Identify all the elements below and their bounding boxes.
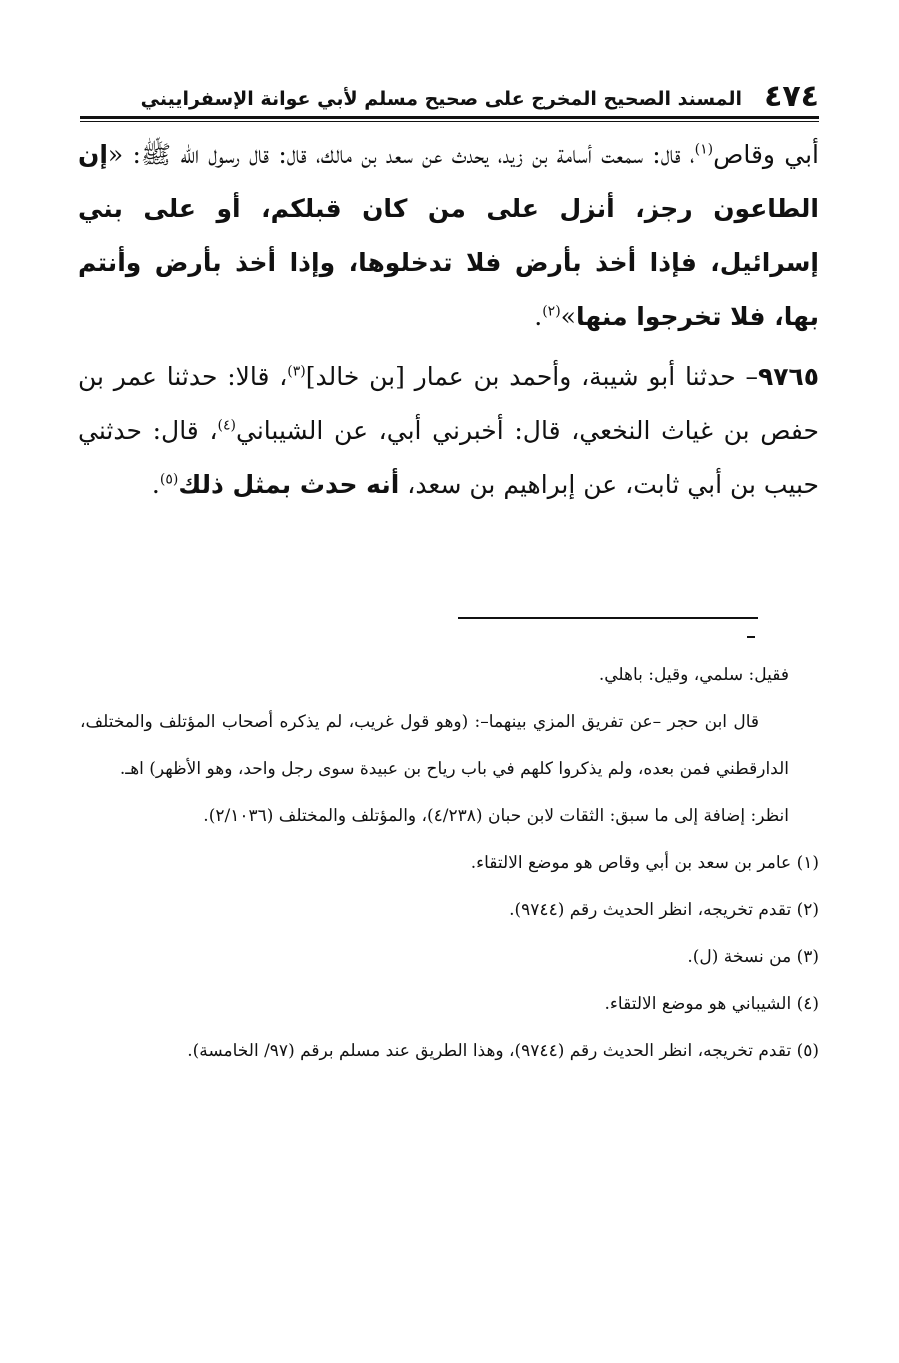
continuation-mark bbox=[747, 636, 755, 638]
text-segment: . bbox=[151, 470, 160, 499]
text-segment: ، قالا: حدثنا عمر بن حفص بن غياث النخعي، قال: أخبرني أبي، عن الشيباني bbox=[78, 362, 819, 445]
paragraph-hadith-9765 bbox=[78, 350, 819, 512]
hadith-matn: أنه حدث بمثل ذلك bbox=[178, 470, 400, 499]
page-header bbox=[80, 74, 819, 114]
main-text bbox=[78, 128, 819, 512]
hadith-number: ٩٧٦٥ bbox=[757, 362, 819, 391]
text-segment: – حدثنا أبو شيبة، وأحمد بن عمار [بن خالد] bbox=[305, 362, 758, 391]
footnote-continuation-2: قال ابن حجر –عن تفريق المزي بينهما–: (وهو قول غريب، لم يذكره أصحاب المؤتلف والمختلف، الدارقطني فمن بعده، ولم يذكروا كلهم في باب رياح بن عبيدة سوى رجل واحد، وهو الأظهر) اهـ. bbox=[80, 712, 789, 779]
footnote-continuation-1: فقيل: سلمي، وقيل: باهلي. bbox=[598, 665, 789, 685]
footnote-5: (٥) تقدم تخريجه، انظر الحديث رقم (٩٧٤٤)، وهذا الطريق عند مسلم برقم (٩٧/ الخامسة). bbox=[187, 1041, 819, 1061]
header-rule-thin bbox=[80, 121, 819, 122]
paragraph-hadith-continuation bbox=[78, 128, 819, 344]
footnote-4: (٤) الشيباني هو موضع الالتقاء. bbox=[604, 994, 819, 1014]
footnote-ref-3[interactable]: (٣) bbox=[287, 363, 306, 380]
running-title: المسند الصحيح المخرج على صحيح مسلم لأبي عوانة الإسفراييني bbox=[140, 88, 743, 110]
footnote-1: (١) عامر بن سعد بن أبي وقاص هو موضع الالتقاء. bbox=[470, 853, 819, 873]
page-number: ٤٧٤ bbox=[764, 79, 819, 114]
header-rule-thick bbox=[80, 116, 819, 119]
footnote-ref-1[interactable]: (١) bbox=[694, 141, 714, 158]
text-segment: ، قال: حدثني حبيب بن أبي ثابت، عن إبراهيم بن سعد، bbox=[78, 416, 819, 499]
hadith-matn: إن الطاعون رجز، أنزل على من كان قبلكم، أو على بني إسرائيل، فإذا أخذ بأرض فلا تدخلوها، وإذا أخذ بأرض وأنتم بها، فلا تخرجوا منها bbox=[78, 140, 819, 331]
footnote-ref-5[interactable]: (٥) bbox=[159, 471, 179, 488]
footnotes bbox=[80, 652, 819, 1075]
footnote-separator bbox=[458, 617, 758, 619]
footnote-3: (٣) من نسخة (ل). bbox=[687, 947, 819, 967]
text-segment: » bbox=[560, 302, 576, 331]
text-segment: . bbox=[534, 302, 543, 331]
footnote-2: (٢) تقدم تخريجه، انظر الحديث رقم (٩٧٤٤). bbox=[509, 900, 819, 920]
footnote-continuation-3: انظر: إضافة إلى ما سبق: الثقات لابن حبان (٤/٢٣٨)، والمؤتلف والمختلف (٢/١٠٣٦). bbox=[203, 806, 789, 826]
footnote-ref-2[interactable]: (٢) bbox=[542, 303, 561, 320]
text-segment: ، قال: سمعت أسامة بن زيد، يحدث عن سعد بن مالك، قال: قال رسول الله ﷺ: « bbox=[107, 140, 695, 169]
text-segment: أبي وقاص bbox=[713, 140, 819, 169]
footnote-ref-4[interactable]: (٤) bbox=[217, 417, 236, 434]
